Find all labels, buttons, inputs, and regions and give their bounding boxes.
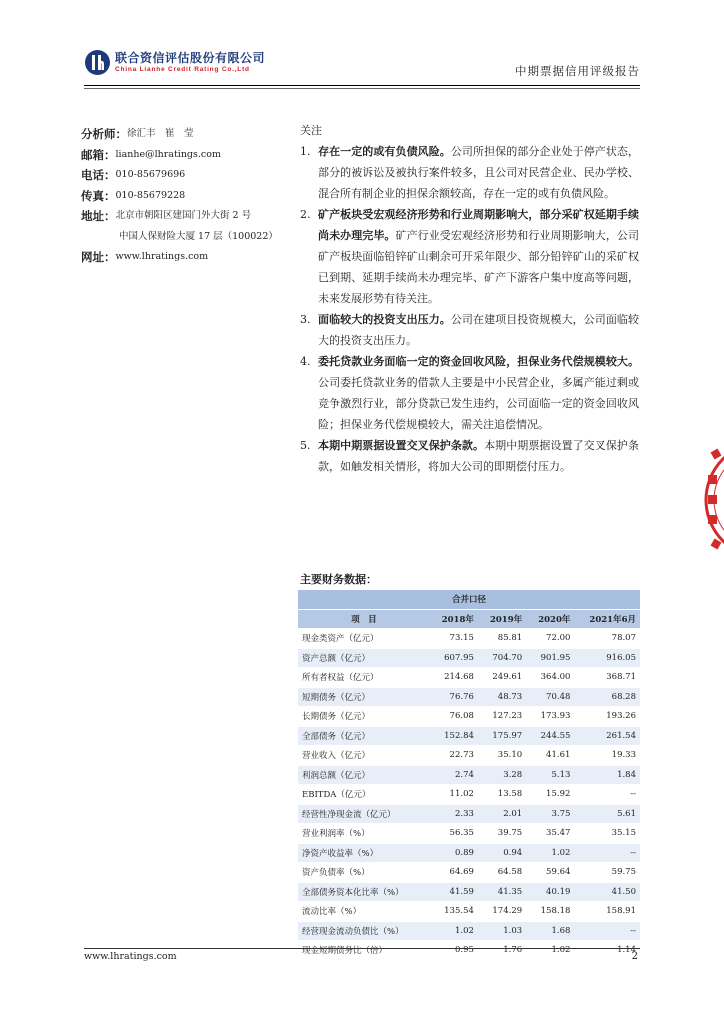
- cell-value: 41.35: [478, 882, 526, 902]
- table-row: [298, 902, 640, 922]
- row-label: 所有者权益（亿元）: [298, 668, 430, 688]
- row-label: 利润总额（亿元）: [298, 765, 430, 785]
- concern-number: 4.: [300, 355, 311, 368]
- cell-value: 59.64: [526, 863, 574, 883]
- concerns-title: 关注: [300, 124, 322, 137]
- row-label: 全部债务（亿元）: [298, 726, 430, 746]
- analyst-row: [81, 124, 291, 145]
- cell-value: 1.76: [478, 941, 526, 961]
- concern-item: [300, 141, 639, 204]
- table-row: [298, 863, 640, 883]
- concern-text: 矿产行业受宏观经济形势和行业周期影响大，公司矿产板块面临铅锌矿山剩余可开采年限少、部分铅锌矿山的采矿权已到期、延期手续尚未办理完毕、矿产下游客户集中度高等问题，未来发展形势有待关注。: [318, 229, 639, 305]
- cell-value: --: [574, 785, 640, 805]
- lh-logo-icon: [84, 49, 111, 76]
- table-row: [298, 765, 640, 785]
- cell-value: 135.54: [430, 902, 478, 922]
- cell-value: 2.33: [430, 804, 478, 824]
- concern-text: 公司委托贷款业务的借款人主要是中小民营企业，多属产能过剩或竞争激烈行业，部分贷款已发生违约，公司面临一定的资金回收风险；担保业务代偿规模较大，需关注追偿情况。: [318, 376, 639, 431]
- cell-value: 64.69: [430, 863, 478, 883]
- cell-value: 1.84: [574, 765, 640, 785]
- footer-divider: [84, 948, 640, 949]
- phone-value: 010-85679696: [115, 169, 186, 180]
- table-row: [298, 882, 640, 902]
- cell-value: 152.84: [430, 726, 478, 746]
- cell-value: 35.15: [574, 824, 640, 844]
- table-row: [298, 746, 640, 766]
- cell-value: 1.02: [526, 843, 574, 863]
- cell-value: 607.95: [430, 648, 478, 668]
- cell-value: 41.59: [430, 882, 478, 902]
- cell-value: 3.75: [526, 804, 574, 824]
- table-row: [298, 726, 640, 746]
- table-row: [298, 707, 640, 727]
- cell-value: 158.18: [526, 902, 574, 922]
- footer-website[interactable]: www.lhratings.com: [84, 951, 177, 962]
- concern-heading: 矿产板块受宏观经济形势和行业周期影响大，部分采矿权延期手续尚未办理完毕。: [318, 208, 639, 242]
- cell-value: 72.00: [526, 629, 574, 649]
- cell-value: 39.75: [478, 824, 526, 844]
- table-row: [298, 648, 640, 668]
- cell-value: 22.73: [430, 746, 478, 766]
- row-label: 流动比率（%）: [298, 902, 430, 922]
- concern-number: 2.: [300, 208, 311, 221]
- address-line1: 北京市朝阳区建国门外大街 2 号: [115, 210, 252, 221]
- row-label: 营业收入（亿元）: [298, 746, 430, 766]
- contact-panel: [81, 124, 291, 268]
- cell-value: 1.14: [574, 941, 640, 961]
- cell-value: 175.97: [478, 726, 526, 746]
- email-label: 邮箱：: [81, 147, 116, 162]
- cell-value: 35.10: [478, 746, 526, 766]
- table-row: [298, 668, 640, 688]
- cell-value: 35.47: [526, 824, 574, 844]
- col-header: 2018年: [430, 609, 478, 629]
- cell-value: 41.50: [574, 882, 640, 902]
- cell-value: 1.02: [526, 941, 574, 961]
- table-row: [298, 629, 640, 649]
- row-label: 现金短期债务比（倍）: [298, 941, 430, 961]
- web-row: [81, 247, 291, 268]
- cell-value: 193.26: [574, 707, 640, 727]
- logo-cn-name: 联合资信评估股份有限公司: [115, 50, 266, 65]
- cell-value: 73.15: [430, 629, 478, 649]
- cell-value: 261.54: [574, 726, 640, 746]
- phone-row: [81, 165, 291, 186]
- address-row: [81, 206, 291, 227]
- cell-value: 1.02: [430, 921, 478, 941]
- analyst-label: 分析师：: [81, 127, 127, 141]
- analyst-value: 徐汇丰 崔 莹: [127, 128, 194, 139]
- row-label: 营业利润率（%）: [298, 824, 430, 844]
- address-label: 地址：: [81, 209, 116, 223]
- cell-value: 3.28: [478, 765, 526, 785]
- cell-value: 901.95: [526, 648, 574, 668]
- phone-label: 电话：: [81, 168, 116, 182]
- concern-number: 3.: [300, 313, 311, 326]
- row-label: 经营现金流动负债比（%）: [298, 921, 430, 941]
- cell-value: 1.03: [478, 921, 526, 941]
- concerns-section: [300, 120, 639, 477]
- cell-value: 127.23: [478, 707, 526, 727]
- cell-value: 19.33: [574, 746, 640, 766]
- table-group-header-row: [298, 590, 640, 609]
- row-label: 现金类资产（亿元）: [298, 629, 430, 649]
- group-header: 合并口径: [298, 590, 640, 609]
- concern-item: [300, 204, 639, 309]
- cell-value: 76.76: [430, 687, 478, 707]
- cell-value: 11.02: [430, 785, 478, 805]
- cell-value: 76.08: [430, 707, 478, 727]
- col-header: 2021年6月: [574, 609, 640, 629]
- table-row: [298, 824, 640, 844]
- cell-value: 244.55: [526, 726, 574, 746]
- company-logo: [84, 49, 265, 76]
- cell-value: 214.68: [430, 668, 478, 688]
- row-label: 短期债务（亿元）: [298, 687, 430, 707]
- cell-value: 5.13: [526, 765, 574, 785]
- cell-value: 158.91: [574, 902, 640, 922]
- seal-stamp-icon: [702, 420, 724, 580]
- cell-value: 249.61: [478, 668, 526, 688]
- cell-value: 40.19: [526, 882, 574, 902]
- address-line2: 中国人保财险大厦 17 层（100022）: [119, 230, 278, 242]
- table-row: [298, 843, 640, 863]
- email-row: [81, 145, 291, 166]
- table-row: [298, 921, 640, 941]
- concern-item: [300, 351, 639, 435]
- page-number: 2: [631, 951, 638, 962]
- row-label: EBITDA（亿元）: [298, 785, 430, 805]
- cell-value: 48.73: [478, 687, 526, 707]
- fax-row: [81, 186, 291, 207]
- col-header: 项 目: [298, 609, 430, 629]
- header-divider: [84, 85, 640, 86]
- email-value[interactable]: lianhe@lhratings.com: [115, 148, 221, 160]
- table-row: [298, 804, 640, 824]
- cell-value: 0.89: [430, 843, 478, 863]
- web-label: 网址：: [81, 250, 116, 264]
- cell-value: 64.58: [478, 863, 526, 883]
- concern-heading: 本期中期票据设置交叉保护条款。: [318, 439, 485, 452]
- col-header: 2020年: [526, 609, 574, 629]
- cell-value: 2.74: [430, 765, 478, 785]
- cell-value: 174.29: [478, 902, 526, 922]
- cell-value: 916.05: [574, 648, 640, 668]
- cell-value: 13.58: [478, 785, 526, 805]
- row-label: 长期债务（亿元）: [298, 707, 430, 727]
- concern-number: 5.: [300, 439, 311, 452]
- cell-value: 2.01: [478, 804, 526, 824]
- cell-value: 0.95: [430, 941, 478, 961]
- row-label: 净资产收益率（%）: [298, 843, 430, 863]
- row-label: 经营性净现金流（亿元）: [298, 804, 430, 824]
- table-header-row: [298, 609, 640, 629]
- financials-title: 主要财务数据：: [300, 573, 377, 586]
- row-label: 资产负债率（%）: [298, 863, 430, 883]
- web-value[interactable]: www.lhratings.com: [115, 251, 209, 262]
- cell-value: 5.61: [574, 804, 640, 824]
- cell-value: 364.00: [526, 668, 574, 688]
- financials-table: [298, 590, 640, 961]
- cell-value: 68.28: [574, 687, 640, 707]
- cell-value: --: [574, 921, 640, 941]
- report-type: 中期票据信用评级报告: [515, 64, 640, 78]
- cell-value: 78.07: [574, 629, 640, 649]
- cell-value: 1.68: [526, 921, 574, 941]
- cell-value: 70.48: [526, 687, 574, 707]
- concern-heading: 面临较大的投资支出压力。: [318, 313, 451, 326]
- table-row: [298, 785, 640, 805]
- cell-value: --: [574, 843, 640, 863]
- cell-value: 85.81: [478, 629, 526, 649]
- cell-value: 41.61: [526, 746, 574, 766]
- cell-value: 15.92: [526, 785, 574, 805]
- concern-heading: 委托贷款业务面临一定的资金回收风险，担保业务代偿规模较大。: [318, 355, 639, 368]
- header-divider-thin: [84, 88, 640, 89]
- fax-value: 010-85679228: [115, 189, 186, 201]
- col-header: 2019年: [478, 609, 526, 629]
- fax-label: 传真：: [81, 188, 116, 203]
- cell-value: 59.75: [574, 863, 640, 883]
- cell-value: 173.93: [526, 707, 574, 727]
- concern-text: 公司所担保的部分企业处于停产状态，部分的被诉讼及被执行案件较多，且公司对民营企业、民办学校、混合所有制企业的担保余额较高，存在一定的或有负债风险。: [318, 145, 640, 200]
- concern-item: [300, 309, 639, 351]
- concern-text: 本期中期票据设置了交叉保护条款，如触发相关情形，将加大公司的即期偿付压力。: [318, 439, 640, 473]
- concern-item: [300, 435, 639, 477]
- logo-en-name: China Lianhe Credit Rating Co.,Ltd: [115, 65, 250, 73]
- cell-value: 704.70: [478, 648, 526, 668]
- cell-value: 56.35: [430, 824, 478, 844]
- cell-value: 0.94: [478, 843, 526, 863]
- concern-text: 公司在建项目投资规模大，公司面临较大的投资支出压力。: [318, 313, 640, 347]
- cell-value: 368.71: [574, 668, 640, 688]
- table-row: [298, 941, 640, 961]
- row-label: 全部债务资本化比率（%）: [298, 882, 430, 902]
- concern-number: 1.: [300, 145, 311, 158]
- table-row: [298, 687, 640, 707]
- row-label: 资产总额（亿元）: [298, 648, 430, 668]
- concern-heading: 存在一定的或有负债风险。: [318, 145, 451, 158]
